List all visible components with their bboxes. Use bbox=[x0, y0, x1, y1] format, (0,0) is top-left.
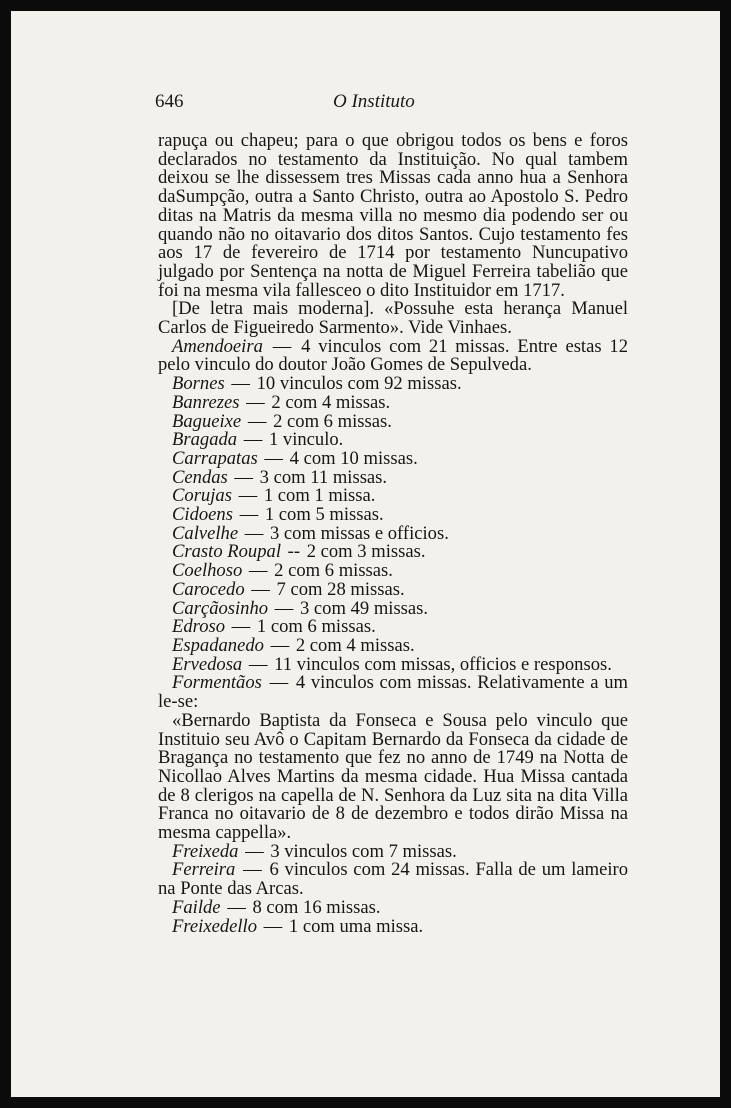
entry-espadanedo: Espadanedo — 2 com 4 missas. bbox=[172, 634, 415, 656]
entry-text: 6 vinculos com 24 missas. Falla de um lameiro na Ponte das Arcas. bbox=[158, 859, 628, 900]
entry-name: Carçãosinho bbox=[172, 597, 269, 619]
entry-text: 2 com 4 missas. bbox=[271, 391, 391, 413]
page-header bbox=[155, 91, 545, 119]
entry-bornes: Bornes — 10 vinculos com 92 missas. bbox=[172, 373, 462, 395]
entry-amendoeira: Amendoeira — 4 vinculos com 21 missas. Entre estas 12 pelo vinculo do doutor João Gomes de Sepulveda. bbox=[158, 335, 628, 376]
entry-text: 1 com 1 missa. bbox=[263, 485, 376, 507]
entry-text: 8 com 16 missas. bbox=[252, 896, 381, 918]
quotation-paragraph: «Bernardo Baptista da Fonseca e Sousa pelo vinculo que Instituio seu Avô o Capitam Bernardo da Fonseca da cidade de Bragança no testamento que fez no anno de 1749 na Notta de Nicollao Alves Martins da mesma cidade. Hua Missa cantada de 8 clerigos na capella de N. Senhora da Luz sita na dita Villa Franca no oitavario de 8 de dezembro e todos dirão Missa na mesma cappella». bbox=[158, 709, 628, 844]
entry-crasto-roupal: Crasto Roupal -- 2 com 3 missas. bbox=[172, 541, 426, 563]
entry-text: 2 com 4 missas. bbox=[295, 634, 415, 656]
body-text bbox=[158, 132, 628, 936]
entry-text: 1 com 6 missas. bbox=[256, 616, 376, 638]
entry-name: Ferreira bbox=[172, 859, 236, 881]
entry-ferreira: Ferreira — 6 vinculos com 24 missas. Falla de um lameiro na Ponte das Arcas. bbox=[158, 859, 628, 900]
entry-name: Freixeda bbox=[172, 840, 239, 862]
paragraph-2: [De letra mais moderna]. «Possuhe esta herança Manuel Carlos de Figueiredo Sarmento». Vide Vinhaes. bbox=[158, 298, 628, 339]
entry-name: Espadanedo bbox=[172, 634, 264, 656]
entry-name: Ervedosa bbox=[172, 653, 243, 675]
entry-name: Cendas bbox=[172, 466, 228, 488]
entry-name: Formentãos bbox=[172, 672, 262, 694]
entry-banrezes: Banrezes — 2 com 4 missas. bbox=[172, 391, 391, 413]
book-page bbox=[11, 11, 720, 1097]
running-title: O Instituto bbox=[333, 91, 415, 112]
entry-name: Bragada bbox=[172, 429, 238, 451]
entry-coelhoso: Coelhoso — 2 com 6 missas. bbox=[172, 560, 393, 582]
entry-name: Cidoens bbox=[172, 504, 233, 526]
entry-name: Coelhoso bbox=[172, 560, 243, 582]
entry-name: Amendoeira bbox=[172, 335, 263, 357]
entry-text: 4 vinculos com 21 missas. Entre estas 12 pelo vinculo do doutor João Gomes de Sepulveda. bbox=[158, 335, 628, 376]
entry-text: 1 com uma missa. bbox=[288, 915, 424, 937]
entry-carrapatas: Carrapatas — 4 com 10 missas. bbox=[172, 447, 418, 469]
entry-bragada: Bragada — 1 vinculo. bbox=[172, 429, 344, 451]
entry-name: Banrezes bbox=[172, 391, 240, 413]
entry-name: Carrapatas bbox=[172, 447, 258, 469]
entry-name: Edroso bbox=[172, 616, 226, 638]
entry-ervedosa: Ervedosa — 11 vinculos com missas, officios e responsos. bbox=[172, 653, 612, 675]
entry-text: 1 vinculo. bbox=[268, 429, 344, 451]
entry-cidoens: Cidoens — 1 com 5 missas. bbox=[172, 504, 384, 526]
entry-corujas: Corujas — 1 com 1 missa. bbox=[172, 485, 376, 507]
entry-formentaos: Formentãos — 4 vinculos com missas. Relativamente a um le-se: bbox=[158, 672, 628, 713]
entry-edroso: Edroso — 1 com 6 missas. bbox=[172, 616, 376, 638]
entry-freixedello: Freixedello — 1 com uma missa. bbox=[172, 915, 424, 937]
entry-name: Calvelhe bbox=[172, 522, 239, 544]
entry-name: Freixedello bbox=[172, 915, 258, 937]
entry-name: Carocedo bbox=[172, 578, 245, 600]
entry-name: Bagueixe bbox=[172, 410, 242, 432]
entry-text: 2 com 6 missas. bbox=[274, 560, 393, 582]
entry-text: 4 vinculos com missas. Relativamente a um le-se: bbox=[158, 672, 628, 713]
entry-text: 3 vinculos com 7 missas. bbox=[270, 840, 457, 862]
entry-text: 2 com 3 missas. bbox=[306, 541, 426, 563]
entry-name: Bornes bbox=[172, 373, 225, 395]
entry-name: Crasto Roupal bbox=[172, 541, 281, 563]
entry-text: 4 com 10 missas. bbox=[289, 447, 418, 469]
entry-bagueixe: Bagueixe — 2 com 6 missas. bbox=[172, 410, 392, 432]
entry-text: 2 com 6 missas. bbox=[273, 410, 392, 432]
entry-text: 3 com missas e officios. bbox=[269, 522, 449, 544]
entry-freixeda: Freixeda — 3 vinculos com 7 missas. bbox=[172, 840, 457, 862]
entry-text: 3 com 11 missas. bbox=[259, 466, 388, 488]
entry-name: Failde bbox=[172, 896, 221, 918]
entry-name: Corujas bbox=[172, 485, 232, 507]
entry-text: 7 com 28 missas. bbox=[276, 578, 405, 600]
entry-carocedo: Carocedo — 7 com 28 missas. bbox=[172, 578, 405, 600]
entry-cendas: Cendas — 3 com 11 missas. bbox=[172, 466, 388, 488]
paragraph-1: rapuça ou chapeu; para o que obrigou todos os bens e foros declarados no testamento da Instituição. No qual tambem deixou se lhe dissessem tres Missas cada anno hua a Senhora daSumpção, outra a Santo Christo, outra ao Apostolo S. Pedro ditas na Matris da mesma villa no mesmo dia podendo ser ou quando não no oitavario dos ditos Santos. Cujo testamento fes aos 17 de fevereiro de 1714 por testamento Nuncupativo julgado por Sentença na notta de Miguel Ferreira tabelião que foi na mesma vila fallesceo o dito Instituidor em 1717. bbox=[158, 130, 628, 301]
entry-text: 11 vinculos com missas, officios e responsos. bbox=[274, 653, 612, 675]
entry-carcaosinho: Carçãosinho — 3 com 49 missas. bbox=[172, 597, 429, 619]
entry-text: 1 com 5 missas. bbox=[264, 504, 384, 526]
entry-calvelhe: Calvelhe — 3 com missas e officios. bbox=[172, 522, 449, 544]
entry-failde: Failde — 8 com 16 missas. bbox=[172, 896, 381, 918]
entry-text: 10 vinculos com 92 missas. bbox=[256, 373, 462, 395]
page-number: 646 bbox=[155, 91, 184, 112]
entry-text: 3 com 49 missas. bbox=[299, 597, 429, 619]
